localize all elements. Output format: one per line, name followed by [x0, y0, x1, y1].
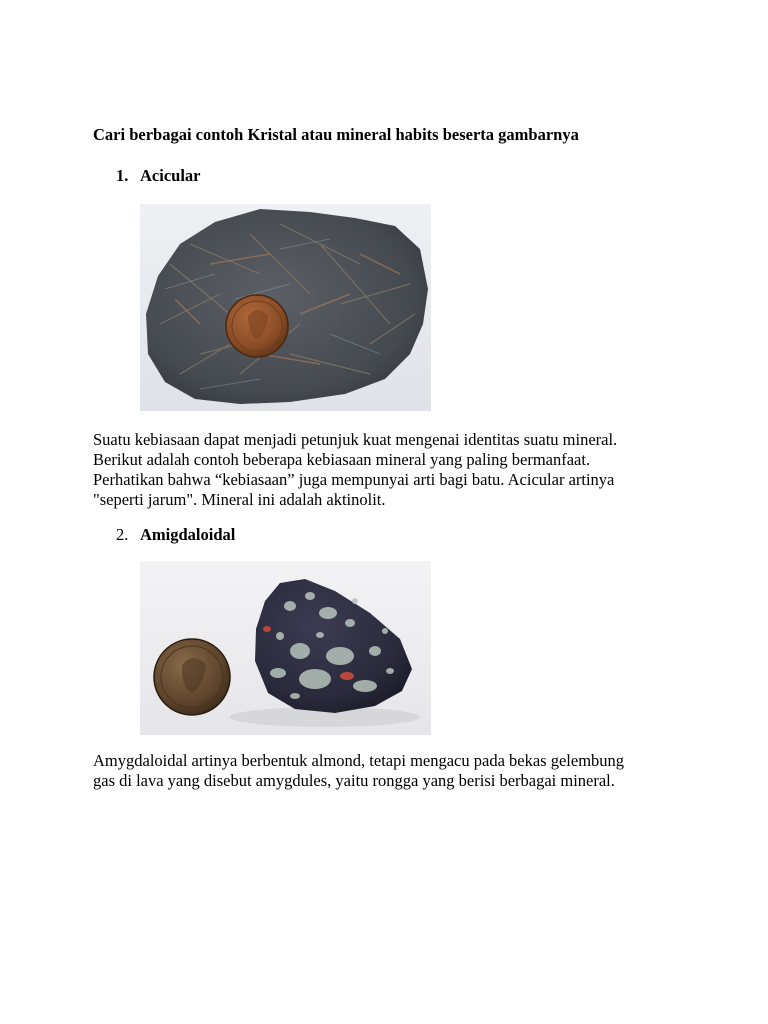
item-1-title: Acicular	[140, 166, 201, 185]
paragraph-line: Suatu kebiasaan dapat menjadi petunjuk kuat mengenai identitas suatu mineral.	[93, 430, 618, 449]
item-2-number: 2.	[116, 525, 129, 544]
item-2-paragraph	[93, 751, 693, 791]
paragraph-line: gas di lava yang disebut amygdules, yaitu rongga yang berisi berbagai mineral.	[93, 771, 615, 790]
paragraph-line: Berikut adalah contoh beberapa kebiasaan mineral yang paling bermanfaat.	[93, 450, 591, 469]
document-heading: Cari berbagai contoh Kristal atau mineral habits beserta gambarnya	[93, 125, 579, 144]
paragraph-line: Amygdaloidal artinya berbentuk almond, tetapi mengacu pada bekas gelembung	[93, 751, 625, 770]
paragraph-line: Perhatikan bahwa “kebiasaan” juga mempunyai arti bagi batu. Acicular artinya	[93, 470, 615, 489]
item-1-number: 1.	[116, 166, 129, 185]
item-2-title: Amigdaloidal	[140, 525, 236, 544]
item-2-title-row	[116, 525, 235, 545]
acicular-photo	[140, 204, 431, 411]
item-1-paragraph	[93, 430, 693, 510]
amygdaloidal-photo	[140, 561, 431, 735]
item-1-title-row	[116, 166, 200, 186]
paragraph-line: "seperti jarum". Mineral ini adalah aktinolit.	[93, 490, 386, 509]
